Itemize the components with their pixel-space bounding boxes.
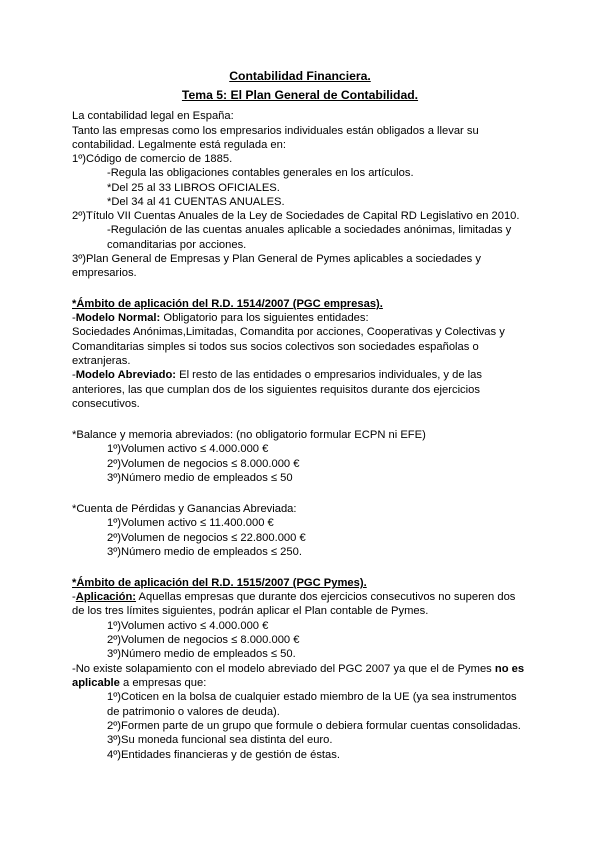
dash: - — [72, 591, 76, 603]
list-item: *Del 34 al 41 CUENTAS ANUALES. — [107, 196, 285, 208]
list-item: 3º)Número medio de empleados ≤ 50. — [107, 648, 296, 660]
text-line: *Balance y memoria abreviados: (no obligatorio formular ECPN ni EFE) — [72, 429, 426, 441]
section-heading: *Ámbito de aplicación del R.D. 1515/2007 (PGC Pymes). — [72, 577, 367, 589]
modelo-normal-text: Obligatorio para los siguientes entidades: — [160, 312, 369, 324]
no-es-bold: no es — [494, 663, 525, 675]
list-item: 3º)Número medio de empleados ≤ 250. — [107, 546, 302, 558]
list-item: *Del 25 al 33 LIBROS OFICIALES. — [107, 182, 280, 194]
list-item: de patrimonio o valores de deuda). — [107, 706, 280, 718]
aplicacion-label: Aplicación: — [75, 591, 137, 603]
document-title: Contabilidad Financiera. — [229, 69, 371, 83]
list-item: empresarios. — [72, 267, 137, 279]
list-item: comanditarias por acciones. — [107, 239, 247, 251]
no-existe-text: -No existe solapamiento con el modelo abreviado del PGC 2007 ya que el de Pymes — [72, 663, 495, 675]
text-line: anteriores, las que cumplan dos de los siguientes requisitos durante dos ejercicios — [72, 384, 480, 396]
text-line — [72, 368, 482, 383]
modelo-abreviado-text: El resto de las entidades o empresarios individuales, y de las — [176, 369, 482, 381]
text-line: de los tres límites siguientes, podrán aplicar el Plan contable de Pymes. — [72, 605, 429, 617]
list-item: 2º)Título VII Cuentas Anuales de la Ley de Sociedades de Capital RD Legislativo en 2010. — [72, 210, 520, 222]
text-line: La contabilidad legal en España: — [72, 110, 234, 122]
list-item: 4º)Entidades financieras y de gestión de éstas. — [107, 749, 340, 761]
list-item: 1º)Volumen activo ≤ 11.400.000 € — [107, 517, 274, 529]
text-line: contabilidad. Legalmente está regulada en: — [72, 139, 286, 151]
text-line — [72, 662, 524, 677]
text-line: extranjeras. — [72, 355, 131, 367]
list-item: 1º)Volumen activo ≤ 4.000.000 € — [107, 620, 269, 632]
list-item: 2º)Volumen de negocios ≤ 22.800.000 € — [107, 532, 306, 544]
aplicable-bold: aplicable — [72, 677, 120, 689]
list-item: -Regulación de las cuentas anuales aplicable a sociedades anónimas, limitadas y — [107, 224, 512, 236]
list-item: 3º)Número medio de empleados ≤ 50 — [107, 472, 293, 484]
no-existe-text-2: a empresas que: — [119, 677, 207, 689]
list-item: 2º)Volumen de negocios ≤ 8.000.000 € — [107, 634, 300, 646]
text-line: consecutivos. — [72, 398, 140, 410]
text-line — [72, 311, 369, 326]
modelo-abreviado-label: Modelo Abreviado: — [75, 369, 177, 381]
list-item: 2º)Formen parte de un grupo que formule o debiera formular cuentas consolidadas. — [107, 720, 521, 732]
text-line: Comanditarias simples si todos sus socios colectivos son sociedades españolas o — [72, 341, 479, 353]
list-item: 1º)Coticen en la bolsa de cualquier estado miembro de la UE (ya sea instrumentos — [107, 691, 517, 703]
text-line — [72, 590, 515, 605]
text-line: *Cuenta de Pérdidas y Ganancias Abreviada: — [72, 503, 297, 515]
aplicacion-text: Aquellas empresas que durante dos ejercicios consecutivos no superen dos — [136, 591, 516, 603]
dash: - — [72, 312, 76, 324]
document-subtitle: Tema 5: El Plan General de Contabilidad. — [181, 88, 419, 102]
section-heading: *Ámbito de aplicación del R.D. 1514/2007 (PGC empresas). — [72, 298, 383, 310]
modelo-normal-label: Modelo Normal: — [75, 312, 161, 324]
list-item: 1º)Código de comercio de 1885. — [72, 153, 233, 165]
list-item: 1º)Volumen activo ≤ 4.000.000 € — [107, 443, 269, 455]
list-item: 3º)Su moneda funcional sea distinta del euro. — [107, 734, 333, 746]
dash: - — [72, 369, 76, 381]
text-line: Tanto las empresas como los empresarios individuales están obligados a llevar su — [72, 125, 479, 137]
list-item: 3º)Plan General de Empresas y Plan General de Pymes aplicables a sociedades y — [72, 253, 481, 265]
text-line — [72, 676, 206, 691]
list-item: 2º)Volumen de negocios ≤ 8.000.000 € — [107, 458, 300, 470]
text-line: Sociedades Anónimas,Limitadas, Comandita por acciones, Cooperativas y Colectivas y — [72, 326, 505, 338]
list-item: -Regula las obligaciones contables generales en los artículos. — [107, 167, 414, 179]
